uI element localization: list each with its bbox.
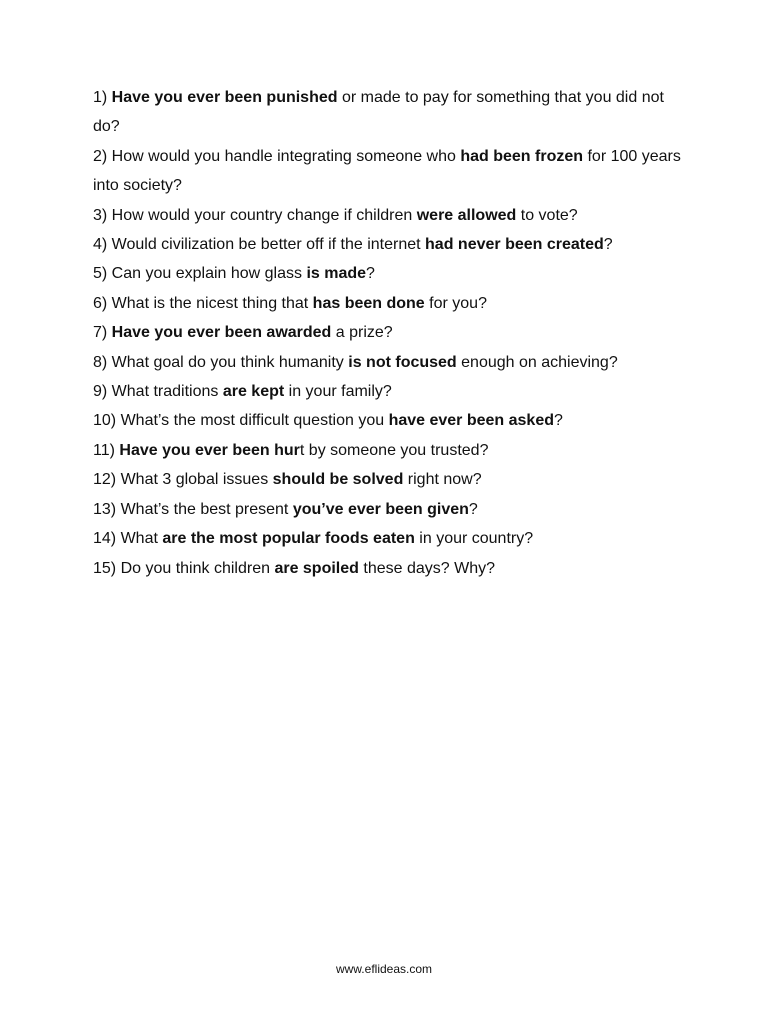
question-item [93, 524, 683, 553]
question-bold-phrase: should be solved [272, 471, 404, 489]
question-text: 10) What’s the most difficult question you [93, 412, 389, 430]
question-text: 9) What traditions [93, 383, 223, 401]
footer-website: www.eflideas.com [335, 962, 433, 976]
question-list [93, 83, 683, 583]
question-bold-phrase: is not focused [348, 353, 457, 371]
question-text: 3) How would your country change if children [93, 206, 417, 224]
question-text: 4) Would civilization be better off if the internet [93, 236, 426, 254]
question-text: 6) What is the nicest thing that [93, 294, 313, 312]
question-text: for you? [424, 294, 487, 312]
question-text: 7) [93, 324, 112, 342]
question-bold-phrase: are kept [222, 383, 285, 401]
question-text: ? [468, 500, 478, 518]
question-item [93, 465, 683, 494]
question-bold-phrase: has been done [312, 294, 425, 312]
question-text: right now? [403, 471, 482, 489]
question-text: for 100 years into society? [93, 147, 681, 195]
question-text: 15) Do you think children [93, 559, 275, 577]
question-item [93, 436, 683, 465]
question-item [93, 259, 683, 288]
question-text: these days? Why? [358, 559, 495, 577]
question-text: 12) What 3 global issues [93, 471, 273, 489]
question-text: 5) Can you explain how glass [93, 265, 307, 283]
question-bold-phrase: Have you ever been awarded [111, 324, 332, 342]
question-item [93, 201, 683, 230]
question-text: 8) What goal do you think humanity [93, 353, 349, 371]
question-item [93, 406, 683, 435]
question-item [93, 348, 683, 377]
question-item [93, 142, 683, 201]
question-text: 14) What [93, 530, 163, 548]
question-bold-phrase: were allowed [416, 206, 517, 224]
question-bold-phrase: Have you ever been hur [119, 441, 300, 459]
question-item [93, 377, 683, 406]
question-item [93, 554, 683, 583]
question-item [93, 318, 683, 347]
question-item [93, 230, 683, 259]
question-text: 11) [93, 441, 120, 459]
question-bold-phrase: had been frozen [460, 147, 584, 165]
question-text: 13) What’s the best present [93, 500, 293, 518]
question-text: t by someone you trusted? [299, 441, 489, 459]
question-bold-phrase: is made [306, 265, 367, 283]
question-item [93, 495, 683, 524]
question-text: ? [603, 236, 613, 254]
question-item [93, 289, 683, 318]
question-bold-phrase: you’ve ever been given [292, 500, 469, 518]
question-text: ? [554, 412, 563, 430]
question-text: in your family? [284, 383, 392, 401]
question-bold-phrase: have ever been asked [388, 412, 554, 430]
question-bold-phrase: had never been created [425, 236, 604, 254]
question-bold-phrase: are spoiled [274, 559, 359, 577]
question-text: in your country? [414, 530, 534, 548]
question-text: ? [366, 265, 375, 283]
question-text: or made to pay for something that you did not do? [93, 89, 664, 136]
question-text: a prize? [331, 324, 393, 342]
question-text: to vote? [516, 206, 578, 224]
question-text: 1) [93, 89, 112, 106]
question-bold-phrase: are the most popular foods eaten [162, 530, 415, 548]
question-text: 2) How would you handle integrating someone who [93, 147, 461, 165]
question-bold-phrase: Have you ever been punished [111, 89, 338, 106]
question-text: enough on achieving? [456, 353, 618, 371]
question-item [93, 83, 683, 142]
